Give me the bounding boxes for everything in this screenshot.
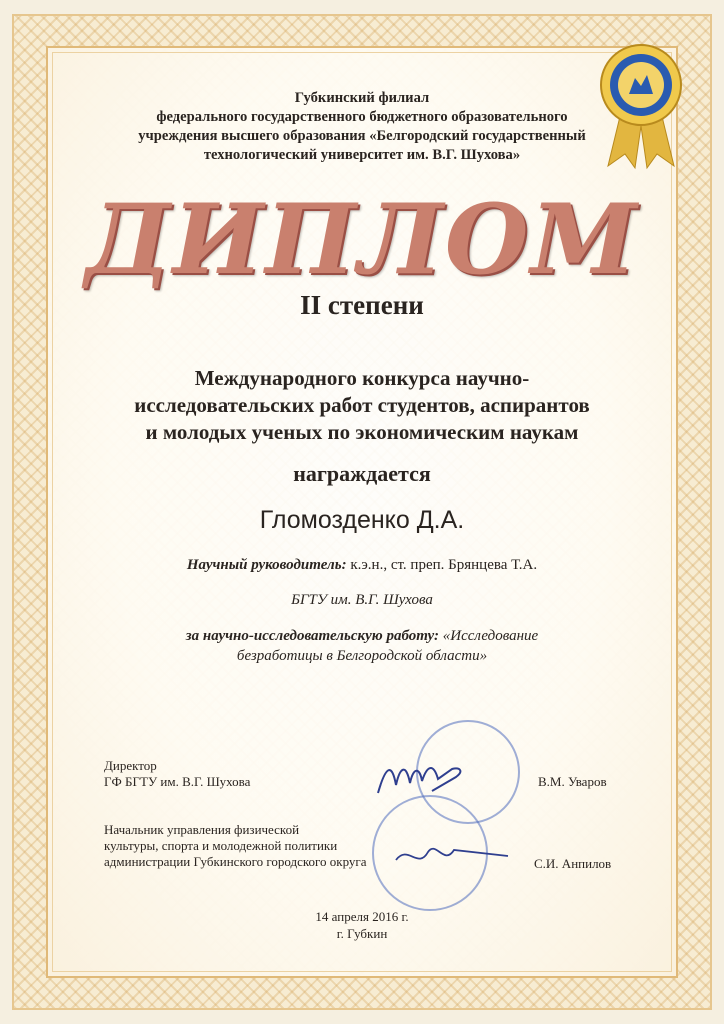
- contest-line: исследовательских работ студентов, аспирантов: [134, 393, 590, 417]
- work-title-part2: безработицы в Белгородской области»: [236, 648, 488, 664]
- position-line: Директор: [104, 758, 157, 773]
- recipient-name: Гломозденко Д.А.: [259, 506, 465, 534]
- header-line: учреждения высшего образования «Белгородский государственный: [138, 128, 586, 144]
- university-name: БГТУ им. В.Г. Шухова: [291, 592, 433, 608]
- supervisor-label: Научный руководитель:: [186, 557, 347, 573]
- contest-line: Международного конкурса научно-: [194, 366, 530, 390]
- work-label: за научно-исследовательскую работу:: [185, 628, 440, 644]
- award-date: 14 апреля 2016 г.: [315, 909, 409, 924]
- position-line: Начальник управления физической: [104, 822, 300, 837]
- position-line: культуры, спорта и молодежной политики: [104, 838, 338, 853]
- supervisor-line: [0, 557, 724, 574]
- signature-head-icon: [388, 830, 518, 880]
- director-name: В.М. Уваров: [538, 774, 607, 789]
- position-line: администрации Губкинского городского округа: [104, 854, 367, 869]
- supervisor-value: к.э.н., ст. преп. Брянцева Т.А.: [346, 557, 538, 573]
- head-position: [104, 822, 367, 870]
- director-position: [104, 758, 250, 790]
- work-title-part1: «Исследование: [439, 628, 539, 644]
- contest-line: и молодых ученых по экономическим наукам: [145, 420, 579, 444]
- diploma-title: ДИПЛОМ: [85, 183, 639, 296]
- position-line: ГФ БГТУ им. В.Г. Шухова: [104, 774, 251, 789]
- work-line: [0, 628, 724, 645]
- header-line: технологический университет им. В.Г. Шухова»: [203, 147, 521, 163]
- header-line: федерального государственного бюджетного образовательного: [156, 109, 568, 125]
- awarded-text: награждается: [293, 461, 431, 486]
- header-line: Губкинский филиал: [294, 90, 430, 106]
- award-city: г. Губкин: [336, 926, 388, 941]
- signature-director-icon: [372, 755, 472, 805]
- head-name: С.И. Анпилов: [534, 856, 612, 871]
- degree-text: II степени: [300, 290, 424, 320]
